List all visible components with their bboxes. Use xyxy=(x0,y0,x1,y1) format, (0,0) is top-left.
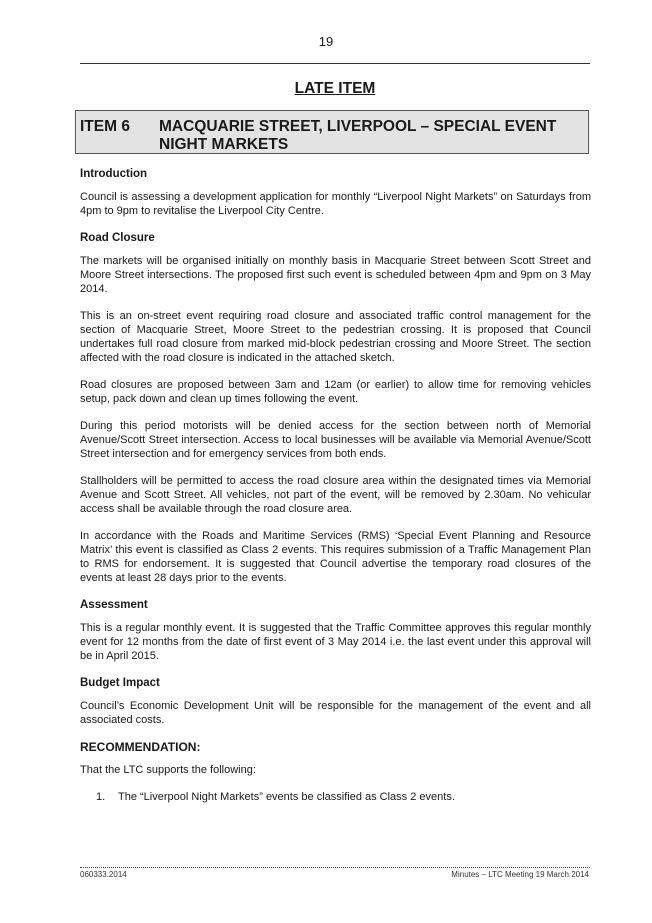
assessment-heading: Assessment xyxy=(80,599,148,611)
page-number: 19 xyxy=(318,34,334,49)
item-title: MACQUARIE STREET, LIVERPOOL – SPECIAL EVENT NIGHT MARKETS xyxy=(159,118,557,153)
road-closure-paragraph: The markets will be organised initially on monthly basis in Macquarie Street between Scott Street and Moore Street intersections. The proposed first such event is scheduled between 4pm and 9pm on 3 May 2014. xyxy=(80,255,591,295)
item-header-box xyxy=(75,110,589,154)
item-number: ITEM 6 xyxy=(80,118,130,135)
list-item xyxy=(96,790,591,804)
footer-rule xyxy=(80,867,590,868)
introduction-paragraph: Council is assessing a development application for monthly “Liverpool Night Markets” on Saturdays from 4pm to 9pm to revitalise the Liverpool City Centre. xyxy=(80,191,591,217)
road-closure-paragraph: In accordance with the Roads and Maritime Services (RMS) ‘Special Event Planning and Resource Matrix’ this event is classified as Class 2 events. This requires submission of a Traffic Management Plan to RMS for endorsement. It is suggested that Council advertise the temporary road closures of the events at least 28 days prior to the events. xyxy=(80,530,591,584)
recommendation-heading: RECOMMENDATION: xyxy=(80,740,201,754)
header-rule xyxy=(80,63,590,64)
road-closure-paragraph: Road closures are proposed between 3am and 12am (or earlier) to allow time for removing vehicles setup, pack down and clean up times following the event. xyxy=(80,379,591,405)
late-item-heading: LATE ITEM xyxy=(294,80,376,97)
road-closure-paragraph: This is an on-street event requiring road closure and associated traffic control management for the section of Macquarie Street, Moore Street to the pedestrian crossing. It is proposed that Council undertakes full road closure from marked mid-block pedestrian crossing and Moore Street. The section affected with the road closure is indicated in the attached sketch. xyxy=(80,310,591,364)
recommendation-intro: That the LTC supports the following: xyxy=(80,764,256,776)
road-closure-paragraph: Stallholders will be permitted to access the road closure area within the designated times via Memorial Avenue and Scott Street. All vehicles, not part of the event, will be removed by 2.30am. No vehicular access shall be available through the road closure area. xyxy=(80,475,591,515)
assessment-paragraph: This is a regular monthly event. It is suggested that the Traffic Committee approves this regular monthly event for 12 months from the date of first event of 3 May 2014 i.e. the last event under this approval will be in April 2015. xyxy=(80,622,591,662)
recommendation-list xyxy=(80,790,591,804)
budget-impact-paragraph: Council’s Economic Development Unit will be responsible for the management of the event and all associated costs. xyxy=(80,700,591,726)
list-item-number: 1. xyxy=(96,791,106,803)
introduction-heading: Introduction xyxy=(80,168,148,180)
budget-impact-heading: Budget Impact xyxy=(80,677,160,689)
list-item-text: The “Liverpool Night Markets” events be classified as Class 2 events. xyxy=(118,791,455,803)
footer-reference: 060333.2014 xyxy=(80,870,127,879)
report-body xyxy=(80,167,591,804)
footer-meeting: Minutes – LTC Meeting 19 March 2014 xyxy=(451,870,589,879)
road-closure-heading: Road Closure xyxy=(80,232,155,244)
road-closure-paragraph: During this period motorists will be denied access for the section between north of Memorial Avenue/Scott Street intersection. Access to local businesses will be available via Memorial Avenue/Scott Street intersection and for emergency services from both ends. xyxy=(80,420,591,460)
